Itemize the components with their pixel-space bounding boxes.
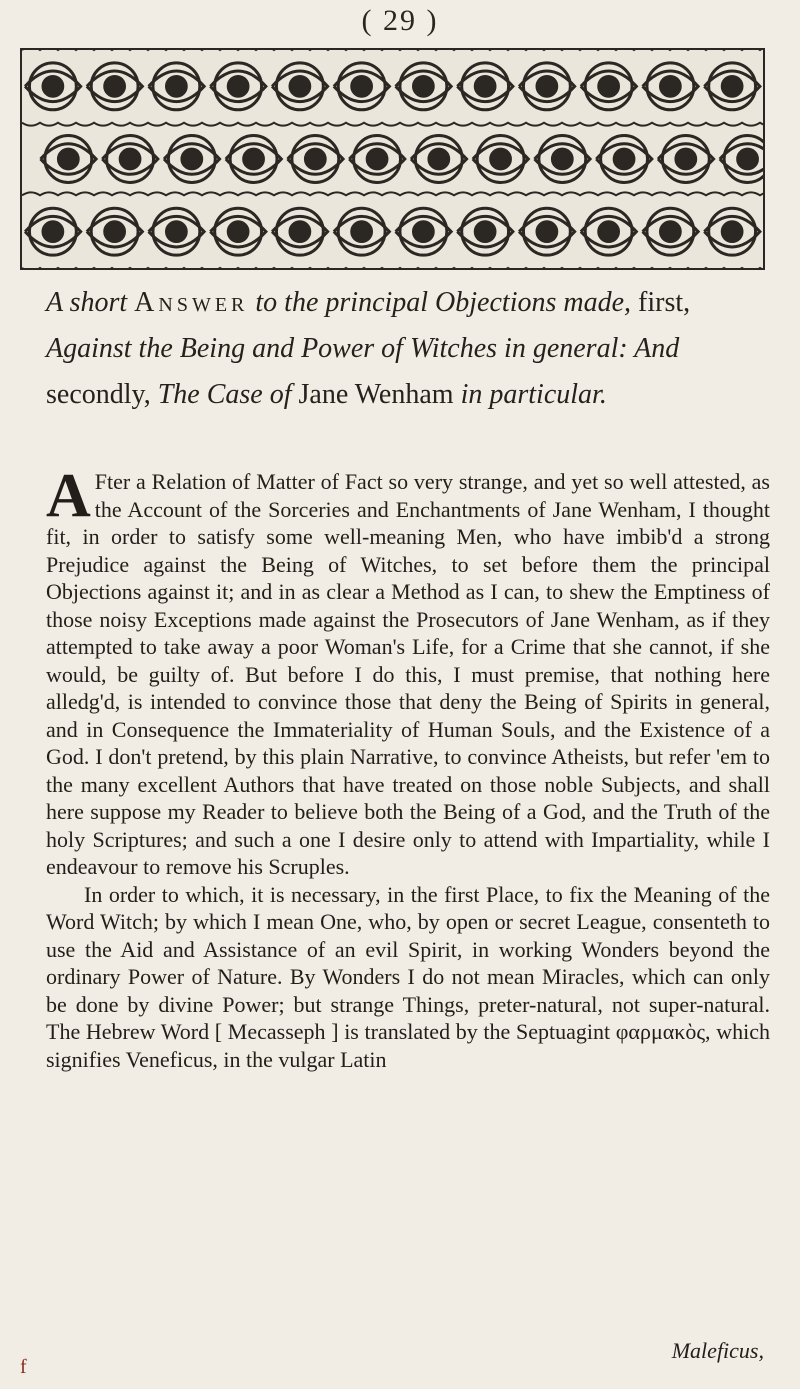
ornament-boss [475, 76, 495, 96]
ornament-boss [738, 149, 758, 169]
ornament-boss [599, 76, 619, 96]
heading-part1: A short [46, 287, 135, 318]
ornament-boss [228, 222, 248, 242]
heading-first: first, [638, 287, 691, 318]
page-number: ( 29 ) [361, 4, 439, 37]
heading-part3: to the principal Objections made, [248, 287, 639, 318]
ornament-boss [105, 222, 125, 242]
body-text [46, 462, 770, 1073]
paragraph-1-text: Fter a Relation of Matter of Fact so very strange, and yet so well attested, as the Account of the Sorceries and Enchantments of Jane Wenham, I thought fit, in order to satisfy some well-meaning Men, who have imbib'd a strong Prejudice against the Being of Witches, to set before them the principal Objections against it; and in as clear a Method as I can, to shew the Emptiness of those noisy Exceptions made against the Prosecutors of Jane Wenham, as if they attempted to take away a poor Woman's Life, for a Crime that she cannot, if she would, be guilty of. But before I do this, I must premise, that nothing here alledg'd, is intended to convince those that deny the Being of Spirits in general, and in Consequence the Immateriality of Human Souls, and the Existence of a God. I don't pretend, by this plain Narrative, to convince Atheists, but refer 'em to the many excellent Authors that have treated on those noble Subjects, and shall here suppose my Reader to believe both the Being of a God, and the Truth of the holy Scriptures; and such a one I desire only to attend with Impartiality, while I endeavour to remove his Scruples. [46, 469, 770, 879]
ornament-boss [413, 222, 433, 242]
ornament-boss [352, 76, 372, 96]
ornament-pattern-icon [22, 50, 763, 268]
signature-mark: f [20, 1356, 27, 1378]
ornament-boss [599, 222, 619, 242]
paragraph-2: In order to which, it is necessary, in the first Place, to fix the Meaning of the Word Witch; by which I mean One, who, by open or secret League, consenteth to use the Aid and Assistance of an evil Spirit, in working Wonders beyond the ordinary Power of Nature. By Wonders I do not mean Miracles, which can only be done by divine Power; but strange Things, preter-natural, not super-natural. The Hebrew Word [ Mecasseph ] is translated by the Septuagint φαρμακὸς, which signifies Veneficus, in the vulgar Latin [46, 881, 770, 1072]
ornament-boss [290, 76, 310, 96]
ornament-boss [166, 222, 186, 242]
ornament-boss [429, 149, 449, 169]
ornament-boss [722, 76, 742, 96]
ornament-boss [105, 76, 125, 96]
drop-capital: A [46, 462, 91, 530]
catchword: Maleficus, [671, 1338, 764, 1363]
heading-jane-wenham: Jane Wenham [298, 379, 461, 410]
ornament-boss [552, 149, 572, 169]
ornament-boss [43, 222, 63, 242]
heading-part7: The Case of [157, 379, 299, 410]
ornament-boss [537, 76, 557, 96]
ornament-boss [537, 222, 557, 242]
ornament-boss [58, 149, 78, 169]
ornament-boss [676, 149, 696, 169]
ornament-boss [614, 149, 634, 169]
section-heading [46, 280, 766, 418]
ornament-boss [475, 222, 495, 242]
ornament-boss [305, 149, 325, 169]
ornament-boss [413, 76, 433, 96]
heading-secondly: secondly, [46, 379, 158, 410]
ornament-boss [660, 222, 680, 242]
ornament-boss [182, 149, 202, 169]
ornament-boss [660, 76, 680, 96]
ornament-boss [352, 222, 372, 242]
ornament-boss [228, 76, 248, 96]
ornament-boss [290, 222, 310, 242]
woodcut-headpiece [20, 48, 765, 270]
heading-answer: Answer [134, 287, 249, 318]
ornament-boss [120, 149, 140, 169]
ornament-boss [367, 149, 387, 169]
ornament-boss [244, 149, 264, 169]
ornament-boss [491, 149, 511, 169]
paragraph-1 [46, 462, 770, 881]
ornament-boss [166, 76, 186, 96]
ornament-boss [722, 222, 742, 242]
heading-part5: Against the Being and Power of Witches in general: And [46, 333, 680, 364]
heading-part9: in particular. [460, 379, 607, 410]
ornament-boss [43, 76, 63, 96]
